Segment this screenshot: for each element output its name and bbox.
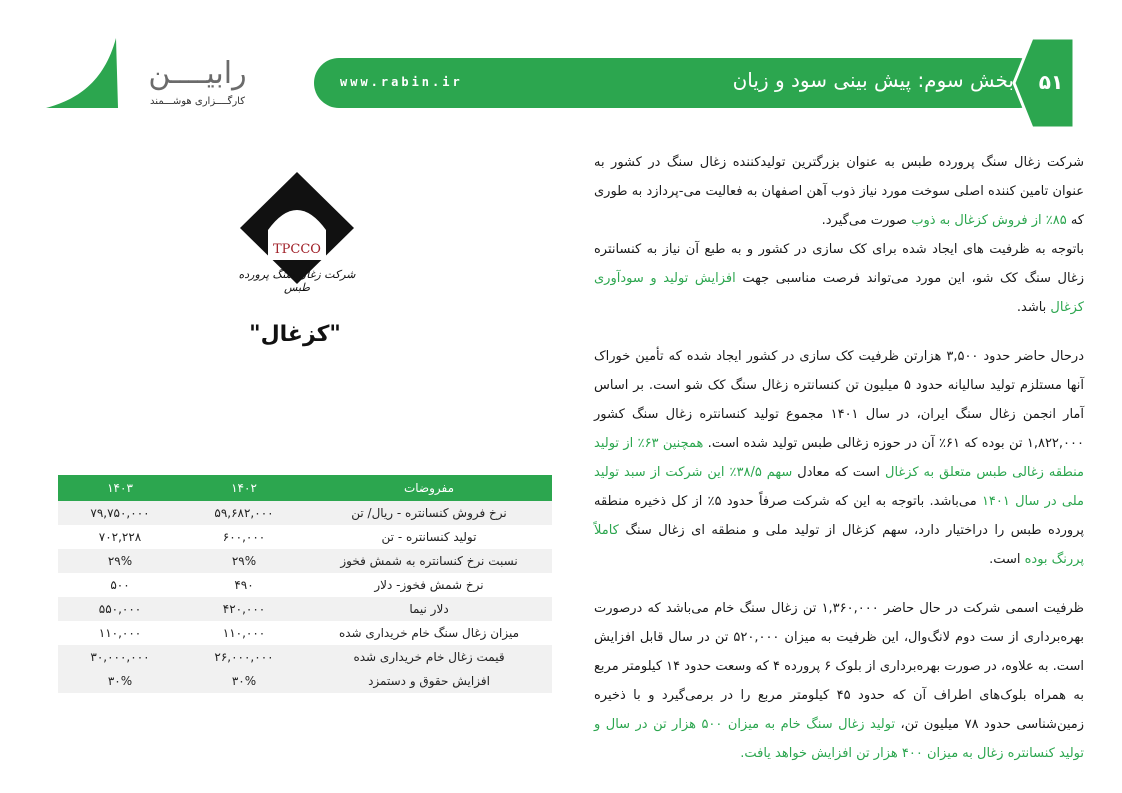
brand-name: رابیــــن xyxy=(148,56,247,91)
body-text xyxy=(594,148,1084,768)
table-cell-1402: ۴۹۰ xyxy=(182,573,306,597)
table-row xyxy=(58,501,552,525)
page-number: ۵۱ xyxy=(1038,70,1064,94)
table-row xyxy=(58,597,552,621)
text-run: باتوجه به ظرفیت های ایجاد شده برای کک سازی در کشور و به طبع آن نیاز به کنسانتره زغال سنگ کک شو، این مورد می‌تواند فرصت مناسبی جهت xyxy=(594,242,1084,286)
highlight-text: همچنین ۶۳٪ از تولید منطقه زغالی طبس متعلق به کزغال xyxy=(594,436,1085,480)
table-cell-1402: ۵۹,۶۸۲,۰۰۰ xyxy=(182,501,306,525)
table-cell-1402: ۲۹% xyxy=(182,549,306,573)
table-cell-1403: ۱۱۰,۰۰۰ xyxy=(58,621,182,645)
text-run: است. xyxy=(989,552,1025,567)
table-row xyxy=(58,669,552,693)
highlight-text: ۸۵٪ از فروش کزغال به ذوب xyxy=(911,213,1067,228)
table-cell-label: نرخ فروش کنسانتره - ریال/ تن xyxy=(306,501,552,525)
company-logo-caption: شرکت زغال سنگ پرورده طبس xyxy=(238,268,356,294)
table-cell-1402: ۴۲۰,۰۰۰ xyxy=(182,597,306,621)
table-row xyxy=(58,573,552,597)
table-header-row xyxy=(58,475,552,501)
stock-symbol: "کزغال" xyxy=(249,322,341,347)
assumptions-table xyxy=(58,475,552,693)
brand-tagline: کارگــــزاری هوشـــمند xyxy=(150,96,245,107)
table-cell-1402: ۱۱۰,۰۰۰ xyxy=(182,621,306,645)
table-header-assumptions: مفروضات xyxy=(306,475,552,501)
table-cell-label: افزایش حقوق و دستمزد xyxy=(306,669,552,693)
table-cell-label: میزان زغال سنگ خام خریداری شده xyxy=(306,621,552,645)
table-cell-1402: ۲۶,۰۰۰,۰۰۰ xyxy=(182,645,306,669)
table-cell-label: نسبت نرخ کنسانتره به شمش فخوز xyxy=(306,549,552,573)
text-run: صورت می‌گیرد. xyxy=(821,213,912,228)
table-cell-label: تولید کنسانتره - تن xyxy=(306,525,552,549)
table-cell-1402: ۶۰۰,۰۰۰ xyxy=(182,525,306,549)
paragraph-4 xyxy=(594,594,1084,768)
table-cell-label: دلار نیما xyxy=(306,597,552,621)
table-row xyxy=(58,645,552,669)
company-logo-text: TPCCO xyxy=(273,242,321,257)
paragraph-2 xyxy=(594,235,1084,322)
brand-logo-icon xyxy=(46,38,118,110)
table-header-1403: ۱۴۰۳ xyxy=(58,475,182,501)
table-row xyxy=(58,549,552,573)
text-run: باشد. xyxy=(1016,300,1051,315)
text-run: ظرفیت اسمی شرکت در حال حاضر ۱,۳۶۰,۰۰۰ تن زغال سنگ خام می‌باشد که درصورت بهره‌برداری از ست دوم لانگ‌وال، این ظرفیت به میزان ۵۲۰,۰۰۰ تن در سال قابل افزایش است. به علاوه، در صورت بهره‌برداری از بلوک ۶ پرورده ۴ که وسعت حدود ۱۴ کیلومتر مربع به همراه بلوک‌های اطراف آن که حدود ۴۵ کیلومتر مربع را در برمی‌گیرد و با ذخیره زمین‌شناسی حدود ۷۸ میلیون تن، xyxy=(594,601,1084,732)
table-cell-1403: ۵۰۰ xyxy=(58,573,182,597)
table-header-1402: ۱۴۰۲ xyxy=(182,475,306,501)
highlight-text: افزایش تولید و سودآوری کزغال xyxy=(594,271,1084,315)
table-row xyxy=(58,621,552,645)
table-cell-1403: ۳۰,۰۰۰,۰۰۰ xyxy=(58,645,182,669)
table-cell-1402: ۳۰% xyxy=(182,669,306,693)
text-run: درحال حاضر حدود ۳,۵۰۰ هزارتن ظرفیت کک سازی در کشور ایجاد شده که تأمین خوراک آنها مستلزم تولید سالیانه حدود ۵ میلیون تن کنسانتره زغال سنگ کک شو است. بر اساس آمار انجمن زغال سنگ ایران، در سال ۱۴۰۱ مجموع تولید کنسانتره زغال سنگ کشور ۱,۸۲۲,۰۰۰ تن بوده که ۶۱٪ آن در حوزه زغالی طبس تولید شده است. xyxy=(594,349,1084,451)
table-row xyxy=(58,525,552,549)
highlight-text: سهم ۳۸/۵٪ این شرکت از سبد تولید ملی در سال ۱۴۰۱ xyxy=(594,465,1085,509)
table-cell-1403: ۲۹% xyxy=(58,549,182,573)
header-url[interactable]: www.rabin.ir xyxy=(340,75,463,89)
highlight-text: تولید زغال سنگ خام به میزان ۵۰۰ هزار تن در سال و تولید کنسانتره زغال به میزان ۴۰۰ هزار تن افزایش خواهد یافت. xyxy=(594,717,1084,761)
text-run: شرکت زغال سنگ پرورده طبس به عنوان بزرگترین تولیدکننده زغال سنگ در کشور به عنوان تامین کننده اصلی سوخت مورد نیاز ذوب آهن اصفهان به فعالیت می-پردازد به طوری که xyxy=(594,155,1084,228)
table-cell-1403: ۵۵۰,۰۰۰ xyxy=(58,597,182,621)
text-run: می‌باشد. باتوجه به این که شرکت صرفاً حدود ۵٪ از کل ذخیره منطقه پرورده طبس را دراختیار دارد، سهم کزغال از تولید ملی و منطقه ای زغال سنگ xyxy=(594,494,1084,538)
table-cell-label: نرخ شمش فخوز- دلار xyxy=(306,573,552,597)
table-cell-label: قیمت زغال خام خریداری شده xyxy=(306,645,552,669)
table-cell-1403: ۳۰% xyxy=(58,669,182,693)
table-cell-1403: ۷۹,۷۵۰,۰۰۰ xyxy=(58,501,182,525)
paragraph-1 xyxy=(594,148,1084,235)
highlight-text: کاملاً پررنگ بوده xyxy=(594,523,1084,567)
section-title: بخش سوم: پیش بینی سود و زیان xyxy=(732,68,1014,92)
brand-block xyxy=(130,58,265,107)
paragraph-3 xyxy=(594,342,1084,574)
text-run: است که معادل xyxy=(792,465,885,480)
table-cell-1403: ۷۰۲,۲۲۸ xyxy=(58,525,182,549)
